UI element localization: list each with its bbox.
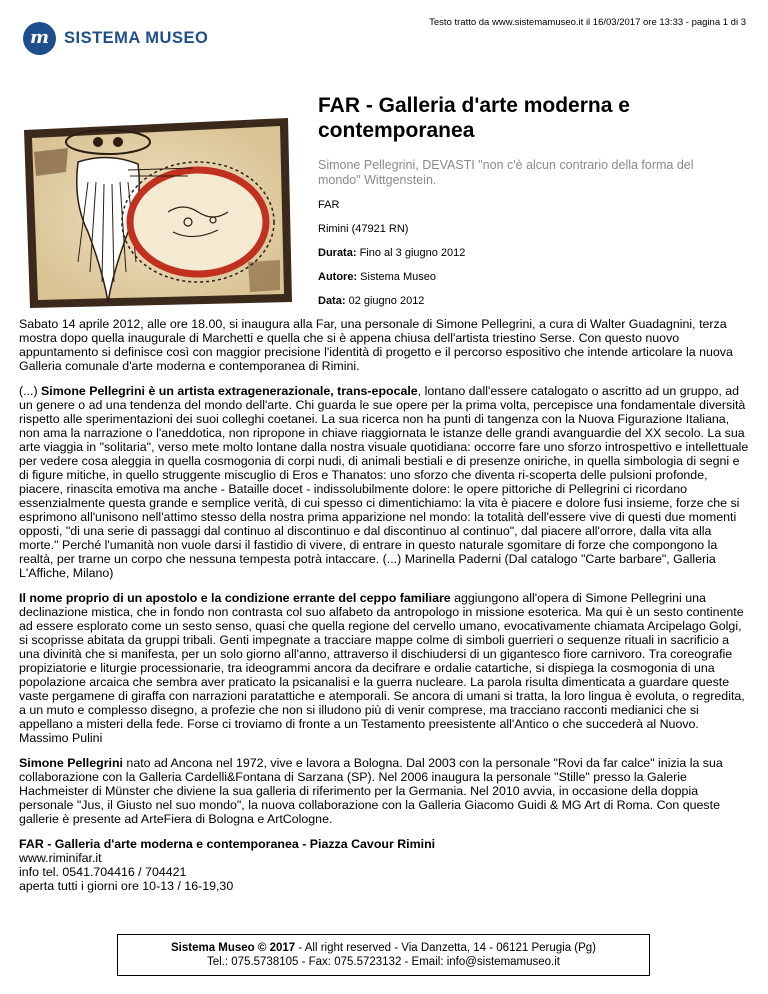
pulini-paragraph: Il nome proprio di un apostolo e la condizione errante del ceppo familiare aggiungono all'opera di Simone Pellegrini una declinazione mistica, che in fondo non contrasta col suo alfabeto da antropologo in missione esoterica. Ma qui è un sesto continente ad essere esplorato come un sesto senso, quasi che quella regione del cervello umano, evocativamente chiamata Arcipelago Golgi, si scoprisse abitata da gruppi tribali. Genti impegnate a tracciare mappe colme di simboli guerrieri o sequenze rituali in sacrificio a una divinità che si manifesta, per un solo giorno all'anno, attraverso il dischiudersi di un gigantesco fiore carnivoro. Tra coreografie propiziatorie e liturgie processionarie, tra ideogrammi ancora da decifrare e ordalie catartiche, si dispiega la cosmogonia di una popolazione arcaica che sembra aver praticato la psicanalisi e la guerra nucleare. La parola risulta dimenticata a guardare queste vaste pergamene di giraffa con narrazioni paratattiche e atemporali. Se ancora di umani si tratta, la loro lingua è evoluta, o regredita, a un muto e complesso disegno, a profezie che non si illudono più di venir comprese, ma tracciano racconti medianici che si appellano a misteri della fede. Forse ci troviamo di fronte a un Testamento preesistente all'Antico o che succederà al Nuovo. Massimo Pulini xyxy=(19,591,745,745)
footer-line-1: Sistema Museo © 2017 - All right reserved - Via Danzetta, 14 - 06121 Perugia (Pg) xyxy=(170,942,597,954)
event-venue: FAR xyxy=(318,199,340,211)
logo-mark-icon: m xyxy=(23,22,56,55)
bio-paragraph: Simone Pellegrini nato ad Ancona nel 1972, vive e lavora a Bologna. Dal 2003 con la personale "Rovi da far calce" inizia la sua collaborazione con la Galleria Cardelli&Fontana di Sarzana (SP). Nel 2006 inaugura la personale "Stille" presso la Galerie Hachmeister di Münster che diviene la sua galleria di riferimento per la Germania. Nel 2010 avvia, in occasione della doppia personale "Jus, il Giusto nel suo mondo", la nuova collaborazione con la Galleria Giacomo Guidi & MG Art di Roma. Con queste gallerie è presente ad ArteFiera di Bologna e ArtCologne. xyxy=(19,756,723,826)
contact-phone: info tel. 0541.704416 / 704421 xyxy=(19,865,187,879)
author-value: Sistema Museo xyxy=(360,271,436,283)
footer-line-2: Tel.: 075.5738105 - Fax: 075.5723132 - Email: info@sistemamuseo.it xyxy=(206,956,561,968)
article-body xyxy=(19,317,749,893)
event-date xyxy=(318,295,738,308)
page-source-note: Testo tratto da www.sistemamuseo.it il 16/03/2017 ore 13:33 - pagina 1 di 3 xyxy=(429,17,746,28)
contact-title: FAR - Galleria d'arte moderna e contemporanea - Piazza Cavour Rimini xyxy=(19,837,436,851)
sistema-museo-logo[interactable] xyxy=(23,22,208,55)
event-info xyxy=(318,93,738,308)
contact-website[interactable]: www.riminifar.it xyxy=(19,851,102,865)
contact-info xyxy=(19,837,749,893)
logo-text: SISTEMA MUSEO xyxy=(64,29,209,47)
paderni-paragraph: (...) Simone Pellegrini è un artista extragenerazionale, trans-epocale, lontano dall'essere catalogato o ascritto ad un gruppo, ad un genere o ad una tendenza del mondo dell'arte. Chi guarda le sue opere per la prima volta, percepisce una fondamentale diversità rispetto alle sperimentazioni dei suoi colleghi coetanei. La sua ricerca non ha punti di tangenza con la Nuova Figurazione Italiana, non ama la narrazione o l'aneddotica, non ripropone in chiave riaggiornata le istanze delle grandi avanguardie del XX secolo. La sua arte viaggia in "solitaria", verso mete molto lontane dalla nostra visuale quotidiana: occorre fare uno sforzo introspettivo e intellettuale per vedere cosa aleggia in quella cosmogonia di corpi nudi, di animali bestiali e di presenze oniriche, in quella simbologia di segni e di figure mitiche, in quello struggente miscuglio di Eros e Thanatos: uno sforzo che diventa ri-scoperta delle pulsioni profonde, piacere, rinascita emotiva ma anche - Bataille docet - indissolubilmente dolore: le opere pittoriche di Pellegrini ci ricordano essenzialmente questa grande e semplice verità, di cui spesso ci dimentichiamo: la vita è piacere e dolore fusi insieme, forze che si esprimono all'unisono nell'attimo stesso della nostra prima apparizione nel mondo: la totalità dell'essere vive di questi due momenti opposti, "di una serie di passaggi dal continuo al discontinuo e dal discontinuo al continuo", dal piacere all'orrore, dalla vita alla morte." Perché l'umanità non vuole darsi il fastidio di vivere, di entrare in questo naturale sgomitare di forze che compongono la realtà, per trarne un corpo che nessuna tempesta potrà intaccare. (...) Marinella Paderni (Dal catalogo "Carte barbare", Galleria L'Affiche, Milano) xyxy=(19,384,749,580)
intro-paragraph: Sabato 14 aprile 2012, alle ore 18.00, si inaugura alla Far, una personale di Simone Pellegrini, a cura di Walter Guadagnini, terza mostra dopo quella inaugurale di Marchetti e quella che si è appena chiusa dell'artista triestino Serse. Con questo nuovo appuntamento si definisce così con maggior precisione l'identità di progetto e il percorso espositivo che intende articolare la nuova Galleria comunale d'arte moderna e contemporanea di Rimini. xyxy=(19,317,733,373)
date-label: Data: xyxy=(318,295,346,307)
author-label: Autore: xyxy=(318,271,358,283)
date-value: 02 giugno 2012 xyxy=(348,295,425,307)
event-author xyxy=(318,271,738,284)
duration-label: Durata: xyxy=(318,247,357,259)
page-footer xyxy=(117,934,650,976)
artwork-image xyxy=(18,112,295,312)
duration-value: Fino al 3 giugno 2012 xyxy=(359,247,466,259)
event-city: Rimini (47921 RN) xyxy=(318,223,409,235)
page-title: FAR - Galleria d'arte moderna e contemporanea xyxy=(318,94,630,142)
event-subtitle: Simone Pellegrini, DEVASTI "non c'è alcun contrario della forma del mondo" Wittgenstein. xyxy=(318,158,694,187)
contact-hours: aperta tutti i giorni ore 10-13 / 16-19,30 xyxy=(19,879,234,893)
event-duration xyxy=(318,247,738,260)
